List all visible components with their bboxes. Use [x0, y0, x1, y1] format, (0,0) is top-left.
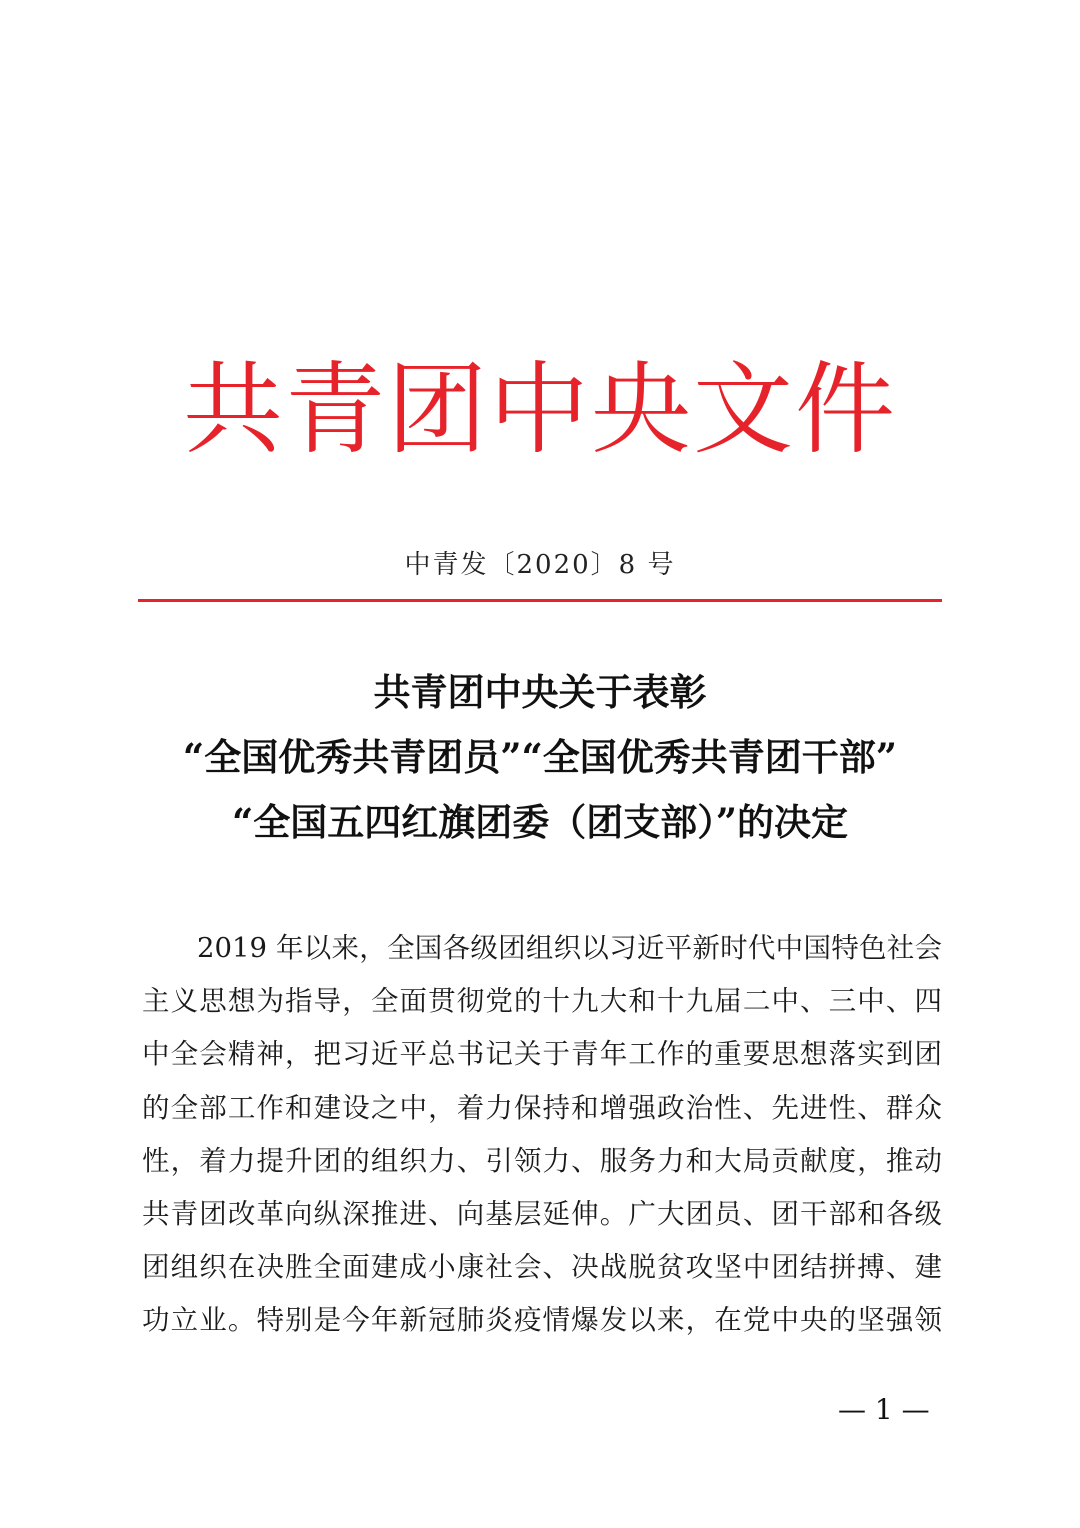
body-line-2: 主义思想为指导，全面贯彻党的十九大和十九届二中、三中、四: [142, 985, 942, 1018]
page-number: — 1 —: [838, 1393, 930, 1426]
document-title: [0, 660, 1080, 855]
red-header-title: 共青团中央文件: [183, 351, 897, 468]
title-line-1: 共青团中央关于表彰: [373, 670, 707, 714]
body-line-3: 中全会精神，把习近平总书记关于青年工作的重要思想落实到团: [142, 1038, 942, 1071]
body-paragraph: [142, 922, 942, 1348]
body-line-1: 2019 年以来，全国各级团组织以习近平新时代中国特色社会: [197, 932, 942, 964]
body-line-5: 性，着力提升团的组织力、引领力、服务力和大局贡献度，推动: [142, 1144, 942, 1177]
body-line-4: 的全部工作和建设之中，着力保持和增强政治性、先进性、群众: [142, 1091, 942, 1124]
red-divider-rule: [138, 599, 942, 602]
body-line-6: 共青团改革向纵深推进、向基层延伸。广大团员、团干部和各级: [142, 1197, 942, 1230]
body-line-8: 功立业。特别是今年新冠肺炎疫情爆发以来，在党中央的坚强领: [142, 1304, 942, 1337]
document-number: 中青发〔2020〕8 号: [404, 550, 676, 580]
title-line-3: “全国五四红旗团委（团支部）”的决定: [231, 800, 849, 844]
body-line-7: 团组织在决胜全面建成小康社会、决战脱贫攻坚中团结拼搏、建: [142, 1251, 942, 1284]
title-line-2: “全国优秀共青团员”“全国优秀共青团干部”: [182, 735, 898, 779]
